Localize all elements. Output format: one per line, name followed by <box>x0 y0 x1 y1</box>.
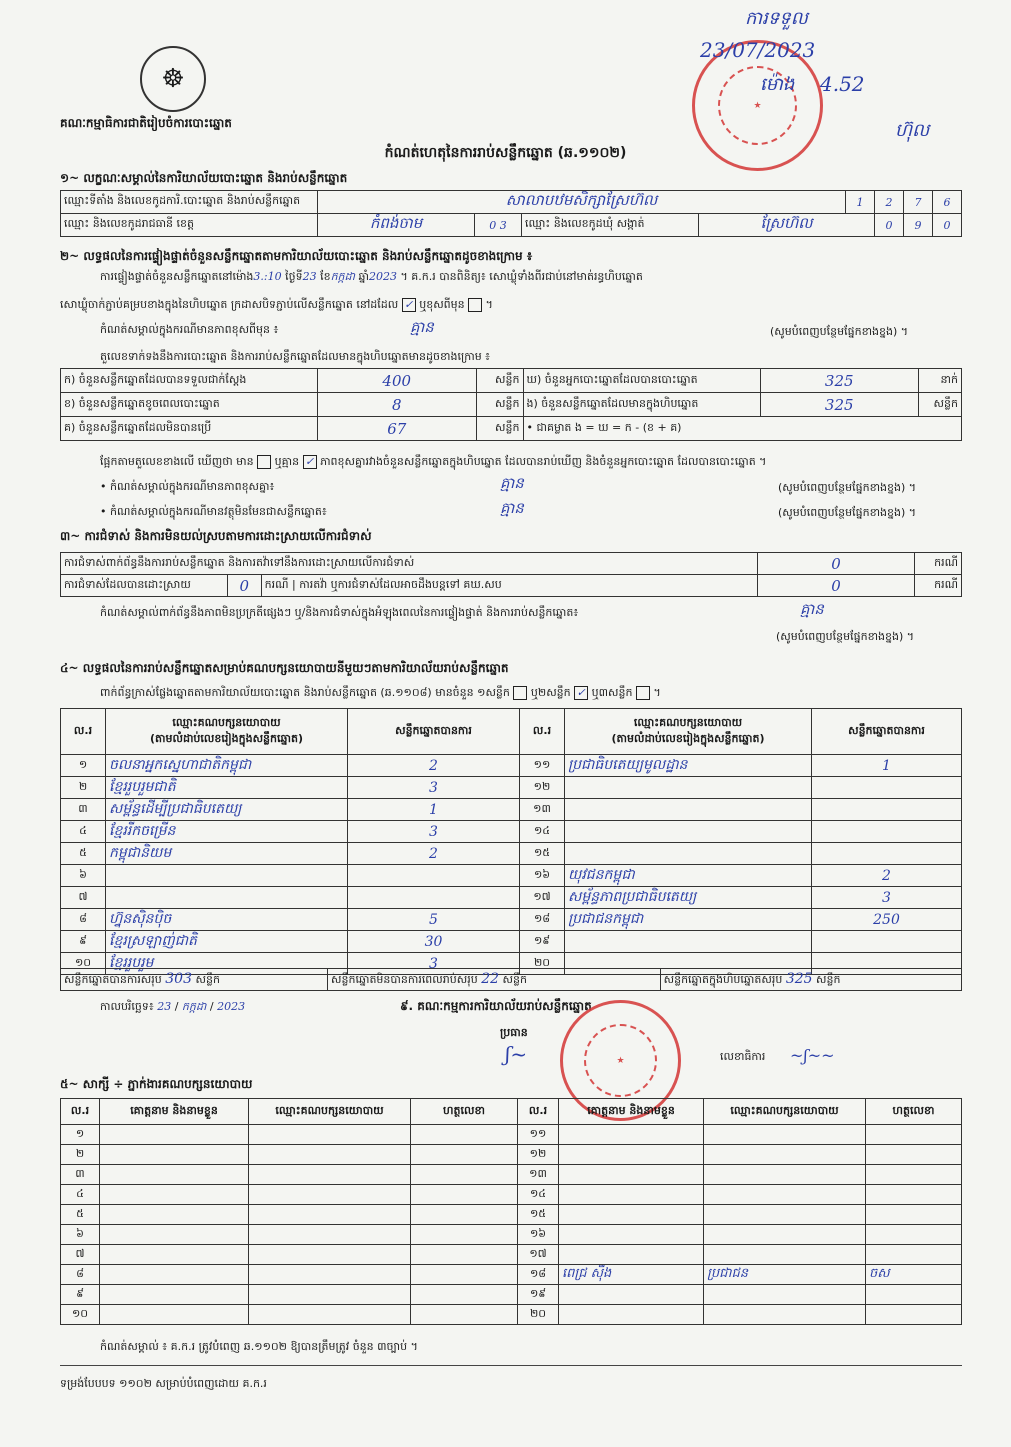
party-votes: 1 <box>348 799 520 821</box>
difference-no-checkbox[interactable]: ✓ <box>303 455 317 469</box>
party-votes <box>812 821 962 843</box>
change-note-value: គ្មាន <box>410 318 434 336</box>
witness-no: ១៩ <box>518 1285 559 1305</box>
witness-signature <box>866 1145 962 1165</box>
col-party-right: ឈ្មោះគណបក្សនយោបាយ (តាមលំដាប់លេខរៀងក្នុងសន្លឹកឆ្នោត) <box>565 709 812 755</box>
box-ballots-value: 325 <box>760 393 919 417</box>
witness-name <box>559 1245 704 1265</box>
party-votes <box>812 777 962 799</box>
unchanged-checkbox[interactable]: ✓ <box>402 298 416 312</box>
party-no: ៤ <box>61 821 106 843</box>
w-col-sign-left: ហត្ថលេខា <box>411 1099 518 1125</box>
witness-signature <box>411 1265 518 1285</box>
witness-row <box>61 1225 962 1245</box>
witness-row <box>61 1245 962 1265</box>
formula: • ជាគម្លាត ង = ឃ = ក - (ខ + គ) <box>523 417 962 441</box>
party-votes: 250 <box>812 909 962 931</box>
form-title: កំណត់ហេតុនៃការរាប់សន្លឹកឆ្នោត (ឆ.១១០២) <box>384 145 627 161</box>
witness-party <box>704 1245 866 1265</box>
unused-ballots-label: គ) ចំនួនសន្លឹកឆ្នោតដែលមិនបានប្រើ <box>61 417 318 441</box>
witness-party <box>704 1125 866 1145</box>
province-name: កំពង់ចាម <box>318 214 475 237</box>
witness-signature <box>411 1185 518 1205</box>
party-name: កម្ពុជានិយម <box>106 843 348 865</box>
section2-paragraph2: សោឃ្លុំចាក់ភ្ជាប់គម្របខាងក្នុងនៃហិបឆ្នោត ក្រដាសបិទភ្ជាប់លើសន្លឹកឆ្នោត នៅដដែល ✓ ឬខុសពីមុន ។ <box>60 298 493 311</box>
witness-party <box>249 1245 411 1265</box>
party-name <box>565 777 812 799</box>
resolved-label: ការជំទាស់ដែលបានដោះស្រាយ <box>61 575 228 597</box>
party-name: ខ្មែររួបរួមជាតិ <box>106 777 348 799</box>
chair-signature: ʃ~ <box>505 1042 528 1066</box>
party-votes: 2 <box>348 843 520 865</box>
witness-party <box>704 1225 866 1245</box>
party-no: ២០ <box>520 953 565 975</box>
party-name: ខ្មែរ​រីកចម្រើន <box>106 821 348 843</box>
commune-label: ឈ្មោះ និងលេខកូដឃុំ សង្កាត់ <box>522 214 699 237</box>
w-col-no-right: ល.រ <box>518 1099 559 1125</box>
commune-code-1: 0 <box>875 214 904 237</box>
witness-party <box>249 1205 411 1225</box>
col-votes-right: សន្លឹកឆ្នោតបានការ <box>812 709 962 755</box>
witness-no: ១២ <box>518 1145 559 1165</box>
witness-signature <box>411 1205 518 1225</box>
witness-row <box>61 1145 962 1165</box>
received-time: 4.52 <box>820 72 865 96</box>
party-no: ១២ <box>520 777 565 799</box>
party-votes: 3 <box>812 887 962 909</box>
witness-party <box>249 1125 411 1145</box>
difference-note-value: គ្មាន <box>500 474 524 492</box>
witness-row <box>61 1305 962 1325</box>
section1-table <box>60 190 962 237</box>
witness-no: ៨ <box>61 1265 100 1285</box>
section4-heading: ៤~ លទ្ធផលនៃការរាប់សន្លឹកឆ្នោតសម្រាប់គណបក្សនយោបាយនីមួយៗតាមការិយាល័យរាប់សន្លឹកឆ្នោត <box>60 661 509 675</box>
witness-signature <box>411 1245 518 1265</box>
witness-row <box>61 1125 962 1145</box>
party-votes: 2 <box>348 755 520 777</box>
witness-signature <box>411 1125 518 1145</box>
witness-party <box>704 1145 866 1165</box>
received-ballots-value: 400 <box>318 369 477 393</box>
witness-no: ៣ <box>61 1165 100 1185</box>
witness-name <box>100 1225 249 1245</box>
result-row <box>61 777 962 799</box>
voters-label: ឃ) ចំនួនអ្នកបោះឆ្នោតដែលបានបោះឆ្នោត <box>523 369 760 393</box>
organization-name: គណៈកម្មាធិការជាតិរៀបចំការបោះឆ្នោត <box>60 116 232 130</box>
section4-intro: ពាក់ព័ន្ធក្រាស់ផ្លែងឆ្នោតតាមការិយាល័យបោះឆ្នោត និងរាប់សន្លឹកឆ្នោត (ឆ.១១០៨) មានចំនួន ១សន្លឹក ឬ២សន្លឹក ✓ ឬ៣សន្លឹក ។ <box>100 686 661 699</box>
witness-name <box>100 1125 249 1145</box>
witness-no: ១៧ <box>518 1245 559 1265</box>
witness-name <box>100 1245 249 1265</box>
party-no: ១ <box>61 755 106 777</box>
witness-signature <box>866 1305 962 1325</box>
party-name <box>565 843 812 865</box>
total-valid: សន្លឹកឆ្នោតបានការសរុប 303 សន្លឹក <box>61 969 328 991</box>
witness-no: ១ <box>61 1125 100 1145</box>
party-name <box>565 799 812 821</box>
committee-title: ៩. គណៈកម្មការការិយាល័យរាប់សន្លឹកឆ្នោត <box>400 999 592 1013</box>
objections-value: 0 <box>758 553 915 575</box>
party-name <box>106 887 348 909</box>
report-date: កាលបរិច្ឆេទ៖ 23 / កក្កដា / 2023 <box>100 1000 246 1013</box>
spoiled-ballots-value: 8 <box>318 393 477 417</box>
col-no-right: ល.រ <box>520 709 565 755</box>
witness-name: ពេជ្រ ស៊ីង <box>559 1265 704 1285</box>
witness-no: ៦ <box>61 1225 100 1245</box>
witness-name <box>559 1285 704 1305</box>
party-no: ៧ <box>61 887 106 909</box>
spoiled-ballots-unit: សន្លឹក <box>476 393 523 417</box>
two-sheet-checkbox[interactable]: ✓ <box>574 686 588 700</box>
party-name: ចលនាអ្នកស្នេហាជាតិកម្ពុជា <box>106 755 348 777</box>
section2-heading: ២~ លទ្ធផលនៃការផ្ទៀងផ្ទាត់ចំនួនសន្លឹកឆ្នោតតាមការិយាល័យបោះឆ្នោត និងរាប់សន្លឹកឆ្នោតដូចខាងក្រោម ៖ <box>60 249 533 263</box>
commune-code-2: 9 <box>904 214 933 237</box>
result-row <box>61 799 962 821</box>
change-note-hint: (សូមបំពេញបន្ថែមផ្នែកខាងខ្នង) ។ <box>770 325 909 338</box>
party-votes: 3 <box>348 953 520 975</box>
party-no: ៦ <box>61 865 106 887</box>
witness-signature <box>411 1305 518 1325</box>
results-table <box>60 708 962 975</box>
witness-name <box>100 1205 249 1225</box>
witness-name <box>100 1265 249 1285</box>
secretary-label: លេខាធិការ <box>720 1050 766 1063</box>
party-no: ២ <box>61 777 106 799</box>
witness-no: ៧ <box>61 1245 100 1265</box>
party-votes: 5 <box>348 909 520 931</box>
non-ballot-note-label: • កំណត់សម្គាល់ក្នុងករណីមានវត្ថុមិនមែនជាសន្លឹកឆ្នោត៖ <box>100 505 327 518</box>
witness-signature <box>411 1145 518 1165</box>
received-ballots-label: ក) ចំនួនសន្លឹកឆ្នោតដែលបានទទួលជាក់ស្តែង <box>61 369 318 393</box>
received-label: ការទទួល <box>745 8 808 29</box>
party-name: យុវជនកម្ពុជា <box>565 865 812 887</box>
party-no: ៣ <box>61 799 106 821</box>
witness-party <box>249 1265 411 1285</box>
witnesses-table <box>60 1098 962 1325</box>
witness-name <box>100 1285 249 1305</box>
witness-signature <box>866 1165 962 1185</box>
section2-paragraph1: ការផ្ទៀងផ្ទាត់ចំនួនសន្លឹកឆ្នោតនៅម៉ោង3.:10 ថ្ងៃទី23 ខែកក្កដា ឆ្នាំ2023 ។ គ.ក.រ បានពិនិត្យ៖ សោឃ្លុំទាំងពីរជាប់នៅមាត់រន្ធហិបឆ្នោត <box>100 270 643 283</box>
witness-party <box>249 1285 411 1305</box>
section2-paragraph4: តួលេខទាក់ទងនឹងការបោះឆ្នោត និងការរាប់សន្លឹកឆ្នោតដែលមានក្នុងហិបឆ្នោតមានដូចខាងក្រោម ៖ <box>100 350 491 363</box>
party-name: ខ្មែររួបរួម <box>106 953 348 975</box>
party-name: ខ្មែរ​ស្រឡាញ់ជាតិ <box>106 931 348 953</box>
w-col-name-right: គោត្តនាម និងនាមខ្លួន <box>559 1099 704 1125</box>
party-no: ១៣ <box>520 799 565 821</box>
party-votes <box>348 865 520 887</box>
witness-no: ៩ <box>61 1285 100 1305</box>
result-row <box>61 843 962 865</box>
witness-signature <box>411 1225 518 1245</box>
box-ballots-unit: សន្លឹក <box>919 393 962 417</box>
w-col-party-right: ឈ្មោះគណបក្សនយោបាយ <box>704 1099 866 1125</box>
w-col-no-left: ល.រ <box>61 1099 100 1125</box>
party-votes <box>348 887 520 909</box>
party-name: ប្រជាធិបតេយ្យមូលដ្ឋាន <box>565 755 812 777</box>
objection-note-label: កំណត់សម្គាល់ពាក់ព័ន្ធនឹងភាពមិនប្រក្រតីផ្សេងៗ ឬ/និងការជំទាស់ក្នុងអំឡុងពេលនៃការផ្ទៀងផ្ទាត់ និងការរាប់សន្លឹកឆ្នោត៖ <box>100 606 579 619</box>
witness-no: ១៦ <box>518 1225 559 1245</box>
party-no: ១៥ <box>520 843 565 865</box>
witness-name <box>100 1305 249 1325</box>
witness-name <box>100 1145 249 1165</box>
witness-name <box>100 1165 249 1185</box>
witness-no: ១៣ <box>518 1165 559 1185</box>
voters-value: 325 <box>760 369 919 393</box>
station-code-2: 2 <box>875 191 904 214</box>
witness-party <box>249 1185 411 1205</box>
witness-signature: ចស <box>866 1265 962 1285</box>
one-sheet-checkbox[interactable] <box>513 686 527 700</box>
witness-row <box>61 1265 962 1285</box>
received-time-label: ម៉ោង <box>760 74 795 95</box>
box-ballots-label: ង) ចំនួនសន្លឹកឆ្នោតដែលមានក្នុងហិបឆ្នោត <box>523 393 760 417</box>
party-votes: 2 <box>812 865 962 887</box>
witness-name <box>559 1165 704 1185</box>
party-no: ១៨ <box>520 909 565 931</box>
witness-signature <box>866 1225 962 1245</box>
party-votes: 3 <box>348 821 520 843</box>
spoiled-ballots-label: ខ) ចំនួនសន្លឹកឆ្នោតខូចពេលបោះឆ្នោត <box>61 393 318 417</box>
station-name: សាលាបឋមសិក្សាស្រែហ៊ល <box>318 191 846 214</box>
witness-signature <box>866 1185 962 1205</box>
objection-note-value: គ្មាន <box>800 600 824 618</box>
party-no: ១០ <box>61 953 106 975</box>
difference-note-hint: (សូមបំពេញបន្ថែមផ្នែកខាងខ្នង) ។ <box>778 481 917 494</box>
witness-signature <box>866 1205 962 1225</box>
witness-signature <box>411 1285 518 1305</box>
received-signature: ហ៊ុល <box>895 120 930 141</box>
province-label: ឈ្មោះ និងលេខកូដរាជធានី ខេត្ត <box>61 214 318 237</box>
witness-no: ១៤ <box>518 1185 559 1205</box>
witness-party <box>704 1285 866 1305</box>
footer-divider <box>60 1365 962 1366</box>
col-votes-left: សន្លឹកឆ្នោតបានការ <box>348 709 520 755</box>
party-no: ៩ <box>61 931 106 953</box>
change-note-label: កំណត់សម្គាល់ក្នុងករណីមានភាពខុសពីមុន ៖ <box>100 323 279 336</box>
objections-table <box>60 552 962 597</box>
party-name <box>106 865 348 887</box>
objections-label: ការជំទាស់ពាក់ព័ន្ធនឹងការរាប់សន្លឹកឆ្នោត និងការតវ៉ាទៅនឹងការដោះស្រាយលើការជំទាស់ <box>61 553 758 575</box>
total-box: សន្លឹកឆ្នោតក្នុងហិបឆ្នោតសរុប 325 សន្លឹក <box>660 969 961 991</box>
nec-logo: ☸ <box>140 46 206 112</box>
witness-name <box>559 1125 704 1145</box>
witness-no: ១៨ <box>518 1265 559 1285</box>
station-label: ឈ្មោះទីតាំង និងលេខកូដការិ.បោះឆ្នោត និងរាប់សន្លឹកឆ្នោត <box>61 191 318 214</box>
party-votes: 1 <box>812 755 962 777</box>
objections-unit: ករណី <box>915 553 962 575</box>
total-invalid: សន្លឹកឆ្នោតមិនបានការពេលរាប់សរុប 22 សន្លឹក <box>328 969 661 991</box>
party-name <box>565 821 812 843</box>
station-code-4: 6 <box>933 191 962 214</box>
witness-no: ២ <box>61 1145 100 1165</box>
witness-party <box>704 1305 866 1325</box>
result-row <box>61 821 962 843</box>
party-name: ហ្វ៊ុនស៊ិនប៉ិច <box>106 909 348 931</box>
unused-ballots-unit: សន្លឹក <box>476 417 523 441</box>
party-votes: 3 <box>348 777 520 799</box>
party-name: សម្ព័ន្ធភាពប្រជាធិបតេយ្យ <box>565 887 812 909</box>
section1-heading: ១~ លក្ខណៈសម្គាល់នៃការិយាល័យបោះឆ្នោត និងរាប់សន្លឹកឆ្នោត <box>60 171 348 185</box>
w-col-name-left: គោត្តនាម និងនាមខ្លួន <box>100 1099 249 1125</box>
party-no: ៨ <box>61 909 106 931</box>
witness-name <box>559 1185 704 1205</box>
changed-checkbox[interactable] <box>468 298 482 312</box>
witness-party <box>249 1225 411 1245</box>
party-no: ៥ <box>61 843 106 865</box>
witness-party <box>249 1165 411 1185</box>
party-name: ប្រជាជនកម្ពុជា <box>565 909 812 931</box>
w-col-sign-right: ហត្ថលេខា <box>866 1099 962 1125</box>
resolved-value: 0 <box>228 575 262 597</box>
secretary-signature: ~ʃ~~ <box>790 1046 835 1065</box>
province-code: 0 3 <box>475 214 522 237</box>
witness-signature <box>866 1245 962 1265</box>
witness-row <box>61 1185 962 1205</box>
section5-heading: ៥~ សាក្សី ÷ ភ្នាក់ងារគណបក្សនយោបាយ <box>60 1077 253 1091</box>
witness-no: ២០ <box>518 1305 559 1325</box>
difference-yes-checkbox[interactable] <box>257 455 271 469</box>
chair-label: ប្រធាន <box>500 1026 528 1039</box>
result-row <box>61 909 962 931</box>
witness-name <box>100 1185 249 1205</box>
unused-ballots-value: 67 <box>318 417 477 441</box>
three-sheet-checkbox[interactable] <box>636 686 650 700</box>
witness-name <box>559 1305 704 1325</box>
party-no: ១១ <box>520 755 565 777</box>
witness-no: ៥ <box>61 1205 100 1225</box>
party-votes <box>812 799 962 821</box>
commune-code-3: 0 <box>933 214 962 237</box>
section2-paragraph5: ផ្អែកតាមតួលេខខាងលើ ឃើញថា មាន ឬគ្មាន ✓ ភាពខុសគ្នារវាងចំនួនសន្លឹកឆ្នោតក្នុងហិបឆ្នោត ដែលបានរាប់ឃើញ និងចំនួនអ្នកបោះឆ្នោត ដែលបានបោះឆ្នោត ។ <box>100 455 767 468</box>
col-party-left: ឈ្មោះគណបក្សនយោបាយ (តាមលំដាប់លេខរៀងក្នុងសន្លឹកឆ្នោត) <box>106 709 348 755</box>
party-no: ១៦ <box>520 865 565 887</box>
difference-note-label: • កំណត់សម្គាល់ក្នុងករណីមានភាពខុសគ្នា៖ <box>100 480 275 493</box>
form-code: ទម្រង់បែបបទ ១១០២ សម្រាប់បំពេញដោយ គ.ក.រ <box>60 1377 267 1390</box>
witness-row <box>61 1285 962 1305</box>
received-ballots-unit: សន្លឹក <box>476 369 523 393</box>
witness-name <box>559 1205 704 1225</box>
party-votes <box>812 931 962 953</box>
witness-party <box>704 1205 866 1225</box>
witness-party: ប្រជាជន <box>704 1265 866 1285</box>
witness-party <box>249 1145 411 1165</box>
witness-party <box>704 1165 866 1185</box>
result-row <box>61 887 962 909</box>
witness-row <box>61 1165 962 1185</box>
station-code-1: 1 <box>846 191 875 214</box>
result-row <box>61 931 962 953</box>
voters-unit: នាក់ <box>919 369 962 393</box>
party-votes <box>812 843 962 865</box>
totals-table <box>60 968 962 991</box>
escalated-value: 0 <box>758 575 915 597</box>
objection-note-hint: (សូមបំពេញបន្ថែមផ្នែកខាងខ្នង) ។ <box>776 630 915 643</box>
col-no-left: ល.រ <box>61 709 106 755</box>
result-row <box>61 755 962 777</box>
party-no: ១៧ <box>520 887 565 909</box>
w-col-party-left: ឈ្មោះគណបក្សនយោបាយ <box>249 1099 411 1125</box>
witness-signature <box>866 1125 962 1145</box>
witness-no: ៤ <box>61 1185 100 1205</box>
received-stamp: ★ <box>692 40 823 171</box>
footer-note: កំណត់សម្គាល់ ៖ គ.ក.រ ត្រូវបំពេញ ឆ.១១០២ ឱ្យបានត្រឹមត្រូវ ចំនួន ៣ច្បាប់ ។ <box>100 1340 418 1353</box>
non-ballot-note-hint: (សូមបំពេញបន្ថែមផ្នែកខាងខ្នង) ។ <box>778 506 917 519</box>
party-name: សម្ព័ន្ធដើម្បីប្រជាធិបតេយ្យ <box>106 799 348 821</box>
party-votes: 30 <box>348 931 520 953</box>
witness-row <box>61 1205 962 1225</box>
non-ballot-note-value: គ្មាន <box>500 499 524 517</box>
party-name <box>565 931 812 953</box>
witness-no: ១១ <box>518 1125 559 1145</box>
commune-name: ស្រែហ៊ល <box>699 214 875 237</box>
station-code-3: 7 <box>904 191 933 214</box>
party-no: ១៩ <box>520 931 565 953</box>
result-row <box>61 865 962 887</box>
party-no: ១៤ <box>520 821 565 843</box>
witness-name <box>559 1225 704 1245</box>
escalated-unit: ករណី <box>915 575 962 597</box>
received-date: 23/07/2023 <box>700 38 816 62</box>
witness-no: ១៥ <box>518 1205 559 1225</box>
resolved-unit-and-escalated-label: ករណី | ការតវ៉ា ឬការជំទាស់ដែលអាចដឹងបន្តទៅ គឃ.សប <box>261 575 757 597</box>
witness-signature <box>411 1165 518 1185</box>
ballot-counts-table <box>60 368 962 441</box>
witness-party <box>249 1305 411 1325</box>
witness-no: ១០ <box>61 1305 100 1325</box>
committee-stamp: ★ <box>560 1000 681 1121</box>
witness-name <box>559 1145 704 1165</box>
witness-party <box>704 1185 866 1205</box>
witness-signature <box>866 1285 962 1305</box>
section3-heading: ៣~ ការជំទាស់ និងការមិនយល់ស្របតាមការដោះស្រាយលើការជំទាស់ <box>60 529 372 543</box>
